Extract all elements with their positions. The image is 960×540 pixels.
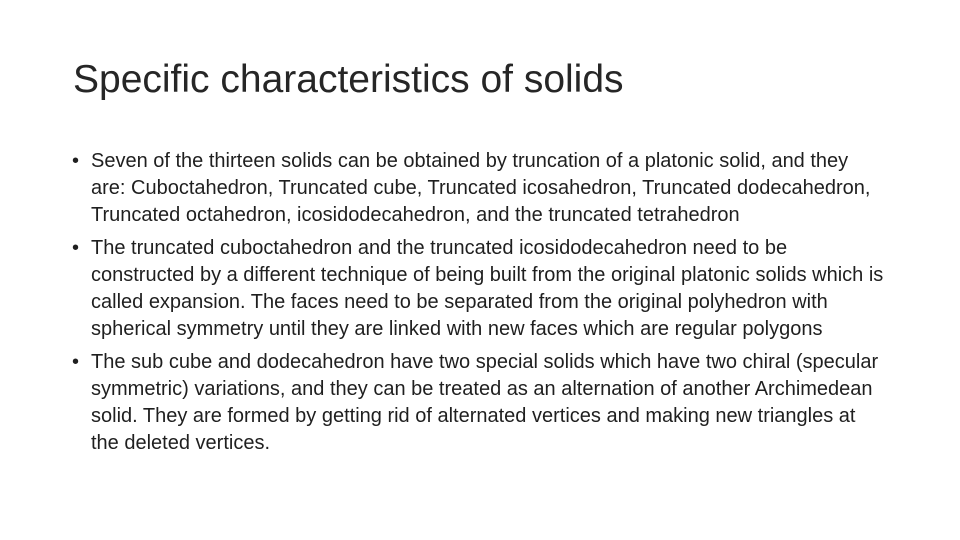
bullet-text: Seven of the thirteen solids can be obtained by truncation of a platonic solid, and they are: Cuboctahedron, Truncated cube, Truncated icosahedron, Truncated dodecahedron, Truncated octahedron, icosidodecahedron, and the truncated tetrahedron	[91, 150, 871, 226]
slide-title: Specific characteristics of solids	[73, 58, 624, 101]
bullet-item	[72, 148, 887, 229]
bullet-list	[72, 148, 887, 463]
bullet-dot-icon: •	[72, 237, 80, 259]
bullet-text: The sub cube and dodecahedron have two special solids which have two chiral (specular symmetric) variations, and they can be treated as an alternation of another Archimedean solid. They are formed by getting rid of alternated vertices and making new triangles at the deleted vertices.	[91, 351, 879, 454]
bullet-item	[72, 235, 887, 343]
bullet-dot-icon: •	[72, 351, 80, 373]
bullet-item	[72, 349, 887, 457]
bullet-dot-icon: •	[72, 150, 80, 172]
bullet-text: The truncated cuboctahedron and the truncated icosidodecahedron need to be constructed by a different technique of being built from the original platonic solids which is called expansion. The faces need to be separated from the original polyhedron with spherical symmetry until they are linked with new faces which are regular polygons	[91, 237, 884, 340]
